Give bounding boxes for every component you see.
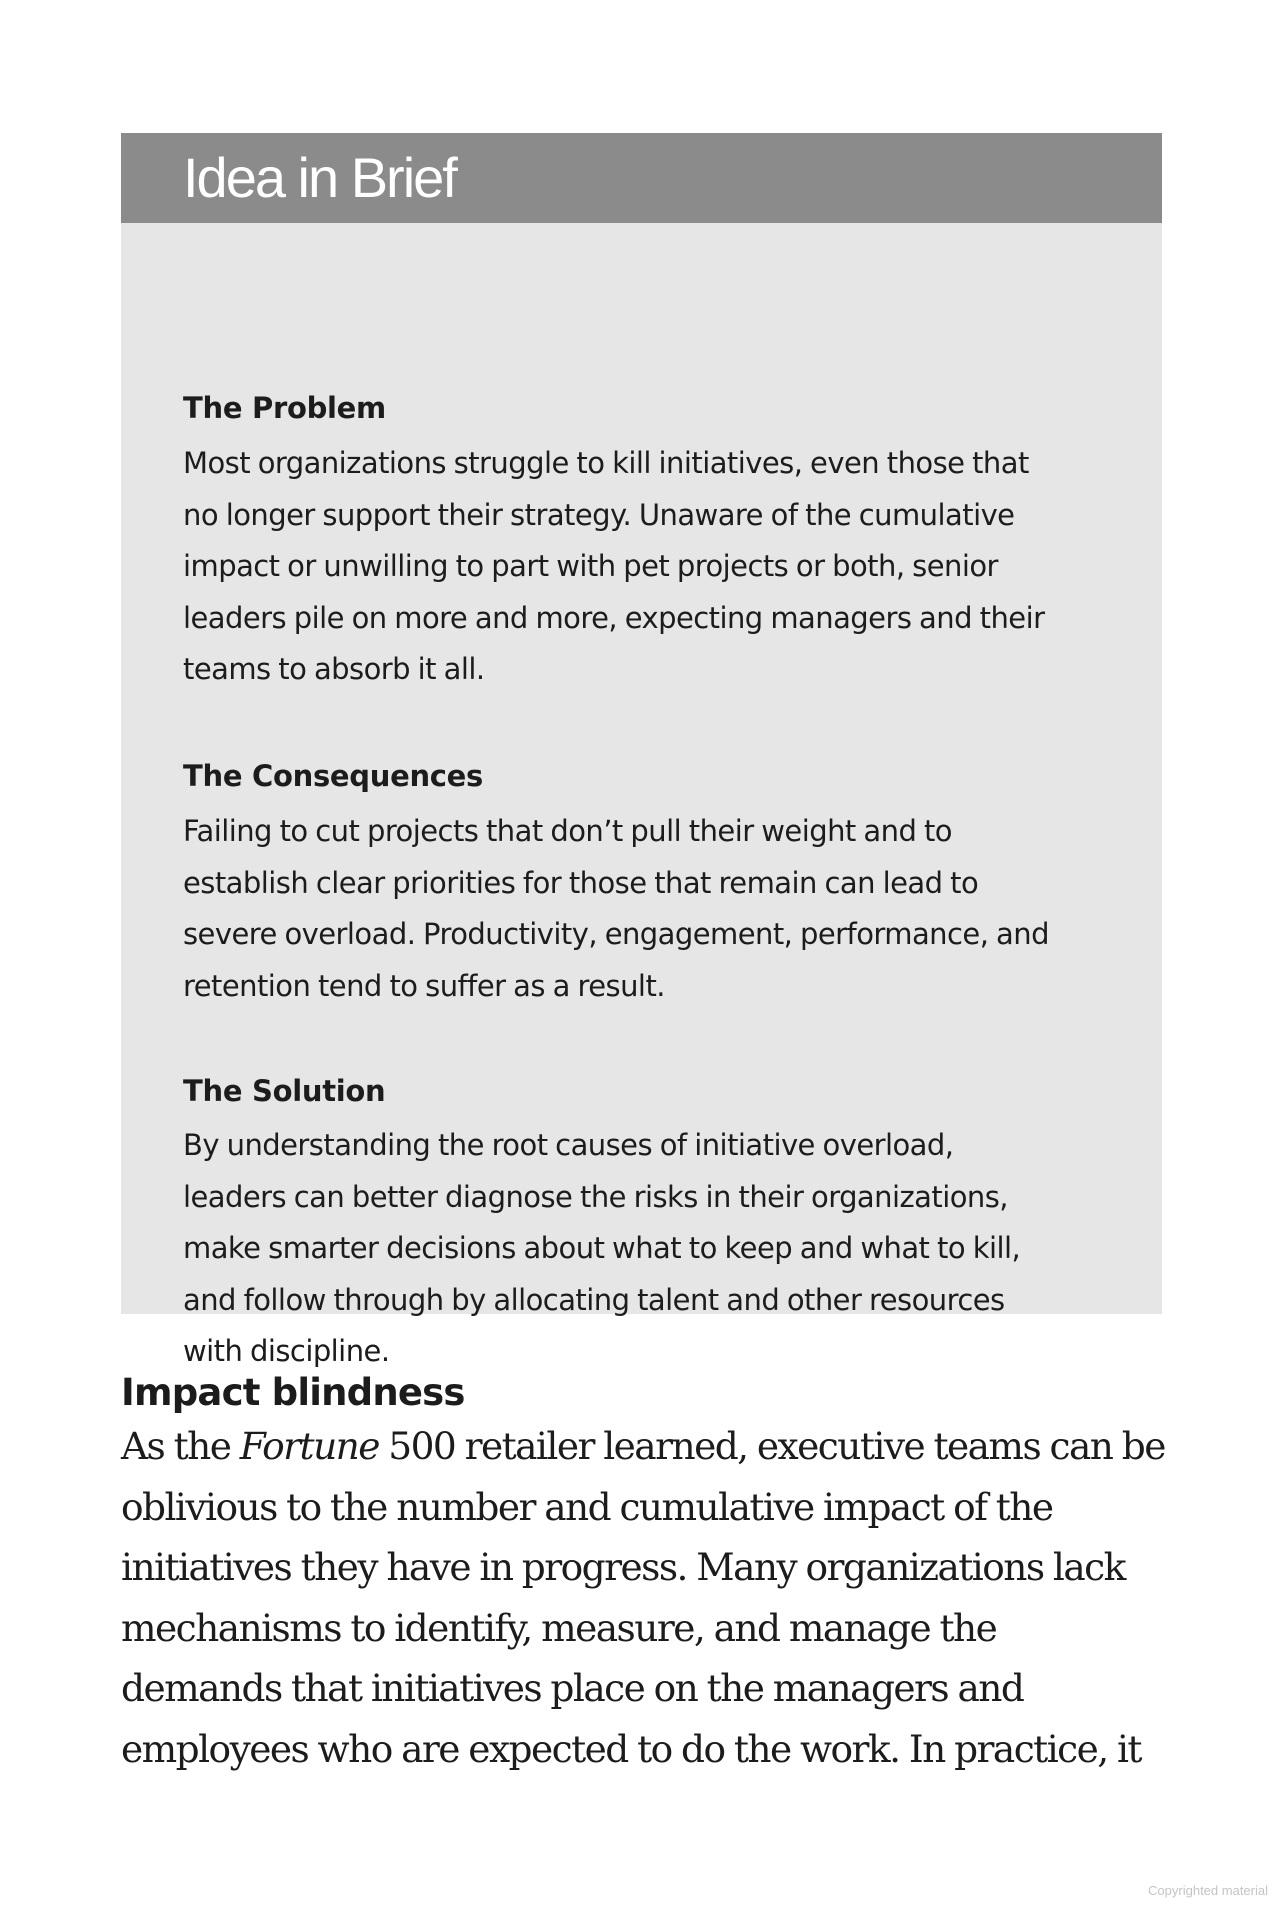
line-text-end: 500 retailer learned, executive teams can be: [378, 1424, 1165, 1468]
problem-paragraph: [183, 438, 1143, 696]
text-line: make smarter decisions about what to keep and what to kill,: [183, 1231, 1021, 1265]
text-line: Most organizations struggle to kill initiatives, even those that: [183, 446, 1029, 480]
text-line: with discipline.: [183, 1334, 390, 1368]
text-line: employees who are expected to do the work. In practice, it: [121, 1726, 1141, 1771]
consequences-heading: The Consequences: [183, 759, 484, 793]
solution-heading: The Solution: [183, 1074, 386, 1108]
copyright-notice: Copyrighted material: [1148, 1883, 1268, 1898]
text-line: no longer support their strategy. Unaware of the cumulative: [183, 497, 1015, 532]
text-line: leaders pile on more and more, expecting managers and their: [183, 600, 1045, 635]
problem-heading: The Problem: [183, 391, 386, 425]
text-line: [121, 1416, 1166, 1477]
article-section: [121, 1370, 1166, 1779]
idea-in-brief-header: [121, 133, 1162, 223]
text-line: impact or unwilling to part with pet projects or both, senior: [183, 549, 998, 583]
text-line: teams to absorb it all.: [183, 652, 485, 686]
section-heading-impact-blindness: Impact blindness: [121, 1371, 465, 1414]
text-line: mechanisms to identify, measure, and manage the: [121, 1605, 997, 1650]
article-paragraph: [121, 1416, 1166, 1779]
text-line: initiatives they have in progress. Many organizations lack: [121, 1545, 1125, 1589]
text-line: oblivious to the number and cumulative impact of the: [121, 1484, 1053, 1529]
italic-publication-name: Fortune: [239, 1424, 379, 1468]
idea-in-brief-box: [121, 133, 1162, 1368]
text-line: leaders can better diagnose the risks in their organizations,: [183, 1179, 1008, 1214]
text-line: severe overload. Productivity, engagement, performance, and: [183, 917, 1049, 951]
idea-in-brief-title: Idea in Brief: [183, 146, 456, 209]
text-line: retention tend to suffer as a result.: [183, 968, 665, 1003]
line-text-start: As the: [121, 1424, 240, 1468]
text-line: By understanding the root causes of initiative overload,: [183, 1128, 954, 1162]
text-line: establish clear priorities for those that remain can lead to: [183, 865, 979, 900]
consequences-paragraph: [183, 806, 1143, 1012]
solution-paragraph: [183, 1120, 1143, 1378]
text-line: Failing to cut projects that don’t pull their weight and to: [183, 814, 952, 848]
text-line: demands that initiatives place on the managers and: [121, 1666, 1024, 1710]
text-line: and follow through by allocating talent and other resources: [183, 1282, 1005, 1317]
